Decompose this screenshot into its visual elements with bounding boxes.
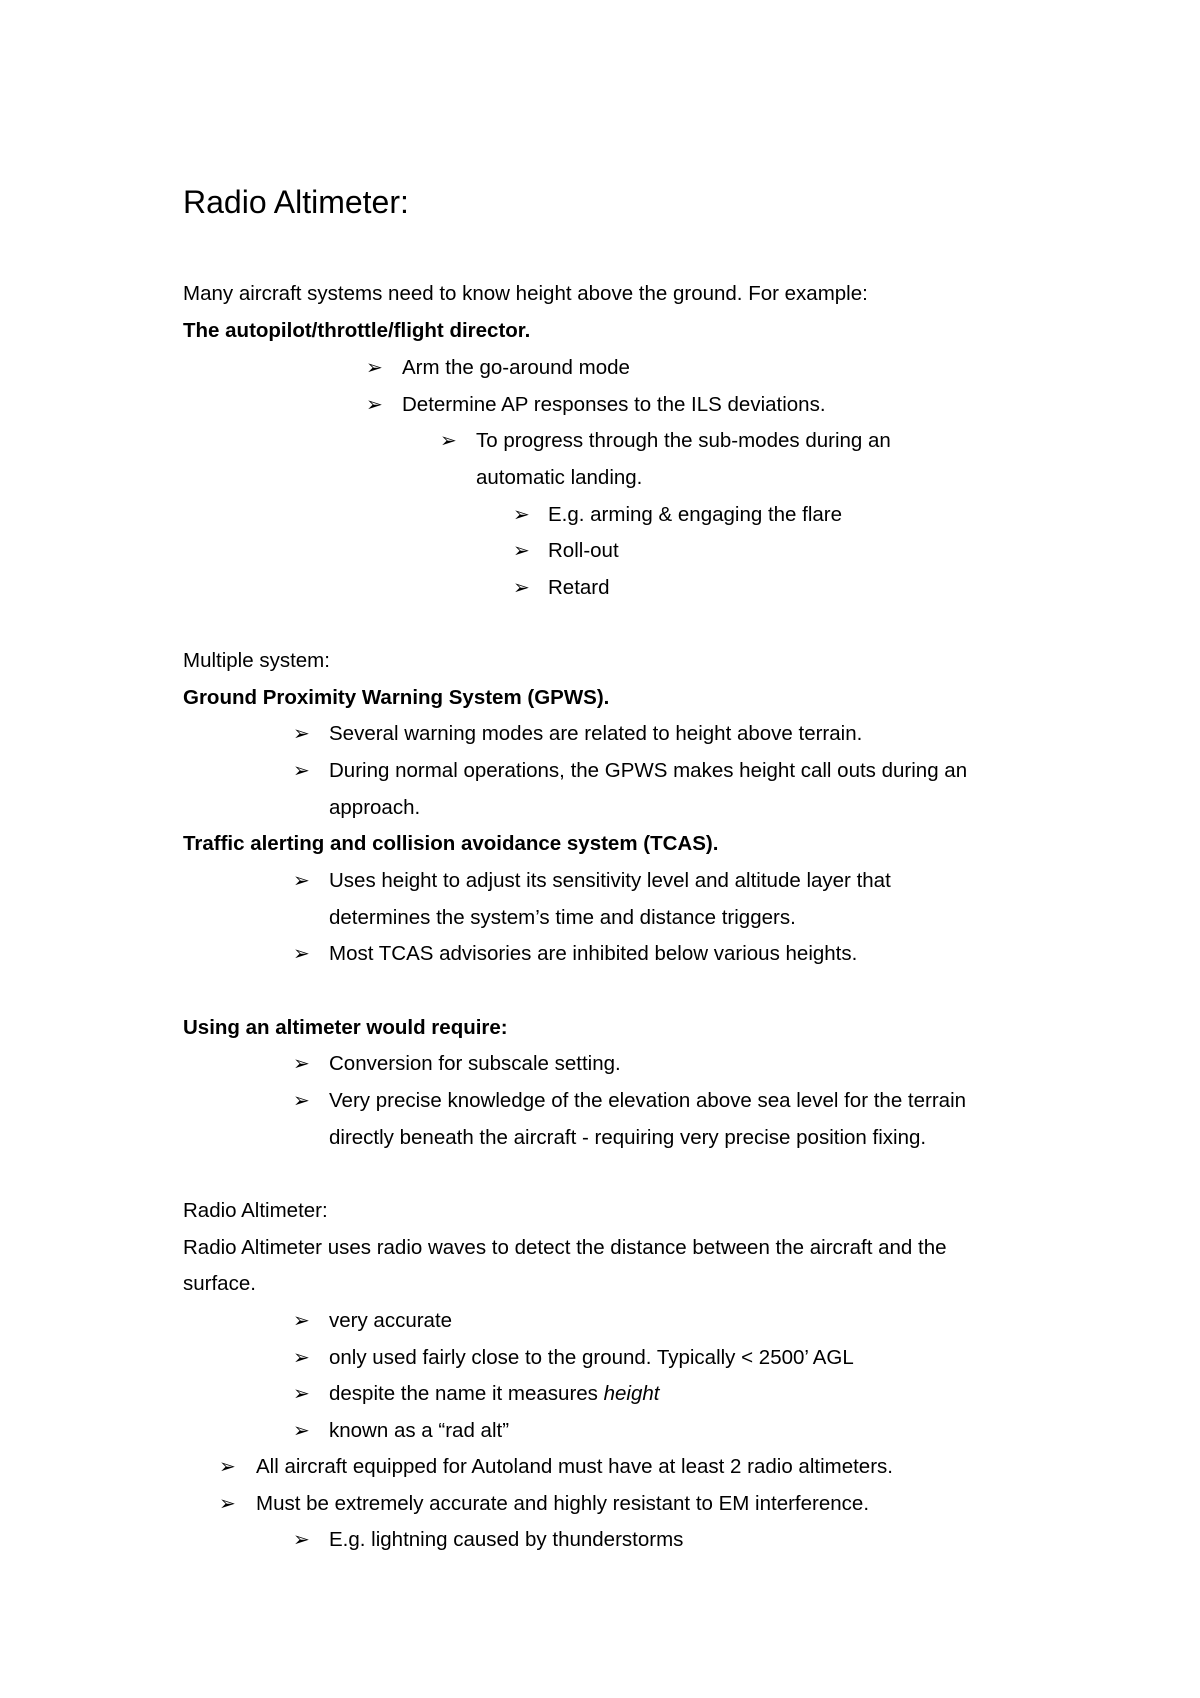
bullet-icon: ➢ bbox=[293, 1529, 310, 1551]
list-item: E.g. lightning caused by thunderstorms bbox=[329, 1528, 684, 1551]
emphasis-text: height bbox=[603, 1382, 660, 1405]
bullet-icon: ➢ bbox=[513, 504, 530, 526]
bullet-icon: ➢ bbox=[293, 943, 310, 965]
gpws-heading: Ground Proximity Warning System (GPWS). bbox=[183, 686, 610, 709]
page-title: Radio Altimeter: bbox=[183, 184, 409, 220]
bullet-icon: ➢ bbox=[293, 1053, 310, 1075]
bullet-icon: ➢ bbox=[293, 760, 310, 782]
bullet-icon: ➢ bbox=[513, 577, 530, 599]
bullet-icon: ➢ bbox=[293, 1347, 310, 1369]
intro-text: Many aircraft systems need to know height above the ground. For example: bbox=[183, 282, 868, 305]
bullet-icon: ➢ bbox=[513, 540, 530, 562]
list-item-continuation: directly beneath the aircraft - requiring very precise position fixing. bbox=[329, 1126, 927, 1149]
bullet-icon: ➢ bbox=[219, 1493, 236, 1515]
bullet-icon: ➢ bbox=[366, 357, 383, 379]
multiple-system-label: Multiple system: bbox=[183, 649, 330, 672]
list-item: Roll-out bbox=[548, 539, 619, 562]
radio-altimeter-label: Radio Altimeter: bbox=[183, 1199, 328, 1222]
bullet-icon: ➢ bbox=[440, 430, 457, 452]
autopilot-heading: The autopilot/throttle/flight director. bbox=[183, 319, 531, 342]
bullet-icon: ➢ bbox=[293, 1420, 310, 1442]
bullet-icon: ➢ bbox=[293, 870, 310, 892]
list-item: Determine AP responses to the ILS deviations. bbox=[402, 393, 826, 416]
list-item: Several warning modes are related to height above terrain. bbox=[329, 722, 863, 745]
list-item bbox=[329, 1376, 659, 1413]
altimeter-heading: Using an altimeter would require: bbox=[183, 1016, 508, 1039]
list-item: Conversion for subscale setting. bbox=[329, 1052, 621, 1075]
list-item: Arm the go-around mode bbox=[402, 356, 630, 379]
list-item: very accurate bbox=[329, 1309, 453, 1332]
list-item: Retard bbox=[548, 576, 610, 599]
list-item: E.g. arming & engaging the flare bbox=[548, 503, 843, 526]
list-item: only used fairly close to the ground. Typically < 2500’ AGL bbox=[329, 1346, 854, 1369]
radio-altimeter-description-continuation: surface. bbox=[183, 1272, 256, 1295]
bullet-icon: ➢ bbox=[293, 723, 310, 745]
list-item-continuation: automatic landing. bbox=[476, 466, 643, 489]
list-item: Must be extremely accurate and highly resistant to EM interference. bbox=[256, 1492, 870, 1515]
bullet-icon: ➢ bbox=[366, 394, 383, 416]
bullet-icon: ➢ bbox=[293, 1090, 310, 1112]
list-item-text: despite the name it measures bbox=[329, 1382, 604, 1405]
list-item: Uses height to adjust its sensitivity level and altitude layer that bbox=[329, 869, 891, 892]
bullet-icon: ➢ bbox=[219, 1456, 236, 1478]
list-item: During normal operations, the GPWS makes height call outs during an bbox=[329, 759, 968, 782]
bullet-icon: ➢ bbox=[293, 1310, 310, 1332]
list-item: Most TCAS advisories are inhibited below various heights. bbox=[329, 942, 858, 965]
list-item: Very precise knowledge of the elevation above sea level for the terrain bbox=[329, 1089, 967, 1112]
list-item: All aircraft equipped for Autoland must have at least 2 radio altimeters. bbox=[256, 1455, 893, 1478]
list-item-continuation: determines the system’s time and distance triggers. bbox=[329, 906, 796, 929]
tcas-heading: Traffic alerting and collision avoidance system (TCAS). bbox=[183, 832, 719, 855]
bullet-icon: ➢ bbox=[293, 1383, 310, 1405]
list-item: To progress through the sub-modes during an bbox=[476, 429, 891, 452]
list-item: known as a “rad alt” bbox=[329, 1419, 510, 1442]
radio-altimeter-description: Radio Altimeter uses radio waves to detect the distance between the aircraft and the bbox=[183, 1236, 947, 1259]
list-item-continuation: approach. bbox=[329, 796, 421, 819]
